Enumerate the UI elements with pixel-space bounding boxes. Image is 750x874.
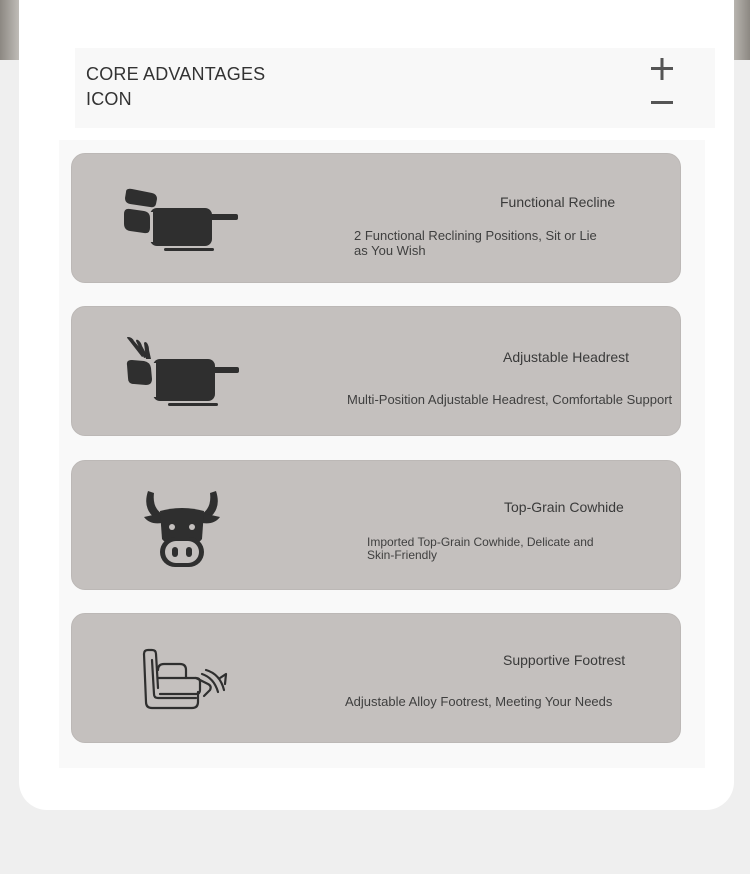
feature-list <box>59 140 705 768</box>
feature-card-supportive-footrest <box>71 613 681 743</box>
footrest-chair-icon <box>140 648 230 710</box>
feature-title: Adjustable Headrest <box>503 349 630 365</box>
feature-card-top-grain-cowhide <box>71 460 681 590</box>
core-advantages-card <box>19 0 734 810</box>
feature-card-adjustable-headrest <box>71 306 681 436</box>
section-title <box>86 62 486 112</box>
feature-title: Top-Grain Cowhide <box>504 499 624 515</box>
section-title-line1: CORE ADVANTAGES <box>86 64 266 84</box>
feature-description: Adjustable Alloy Footrest, Meeting Your Needs <box>345 694 613 709</box>
feature-title: Supportive Footrest <box>503 652 626 668</box>
recliner-reclined-icon <box>122 184 242 260</box>
feature-title: Functional Recline <box>500 194 616 210</box>
cow-head-icon <box>140 489 224 569</box>
minus-icon[interactable] <box>649 90 675 116</box>
section-title-line2: ICON <box>86 89 132 109</box>
feature-description: Multi-Position Adjustable Headrest, Comfortable Support <box>347 392 673 407</box>
plus-icon[interactable] <box>649 56 675 82</box>
feature-description: 2 Functional Reclining Positions, Sit or Lie as You Wish <box>354 228 597 258</box>
feature-card-functional-recline <box>71 153 681 283</box>
adjustable-headrest-icon <box>124 337 244 413</box>
section-header <box>75 48 715 128</box>
feature-description: Imported Top-Grain Cowhide, Delicate and Skin-Friendly <box>367 535 594 562</box>
